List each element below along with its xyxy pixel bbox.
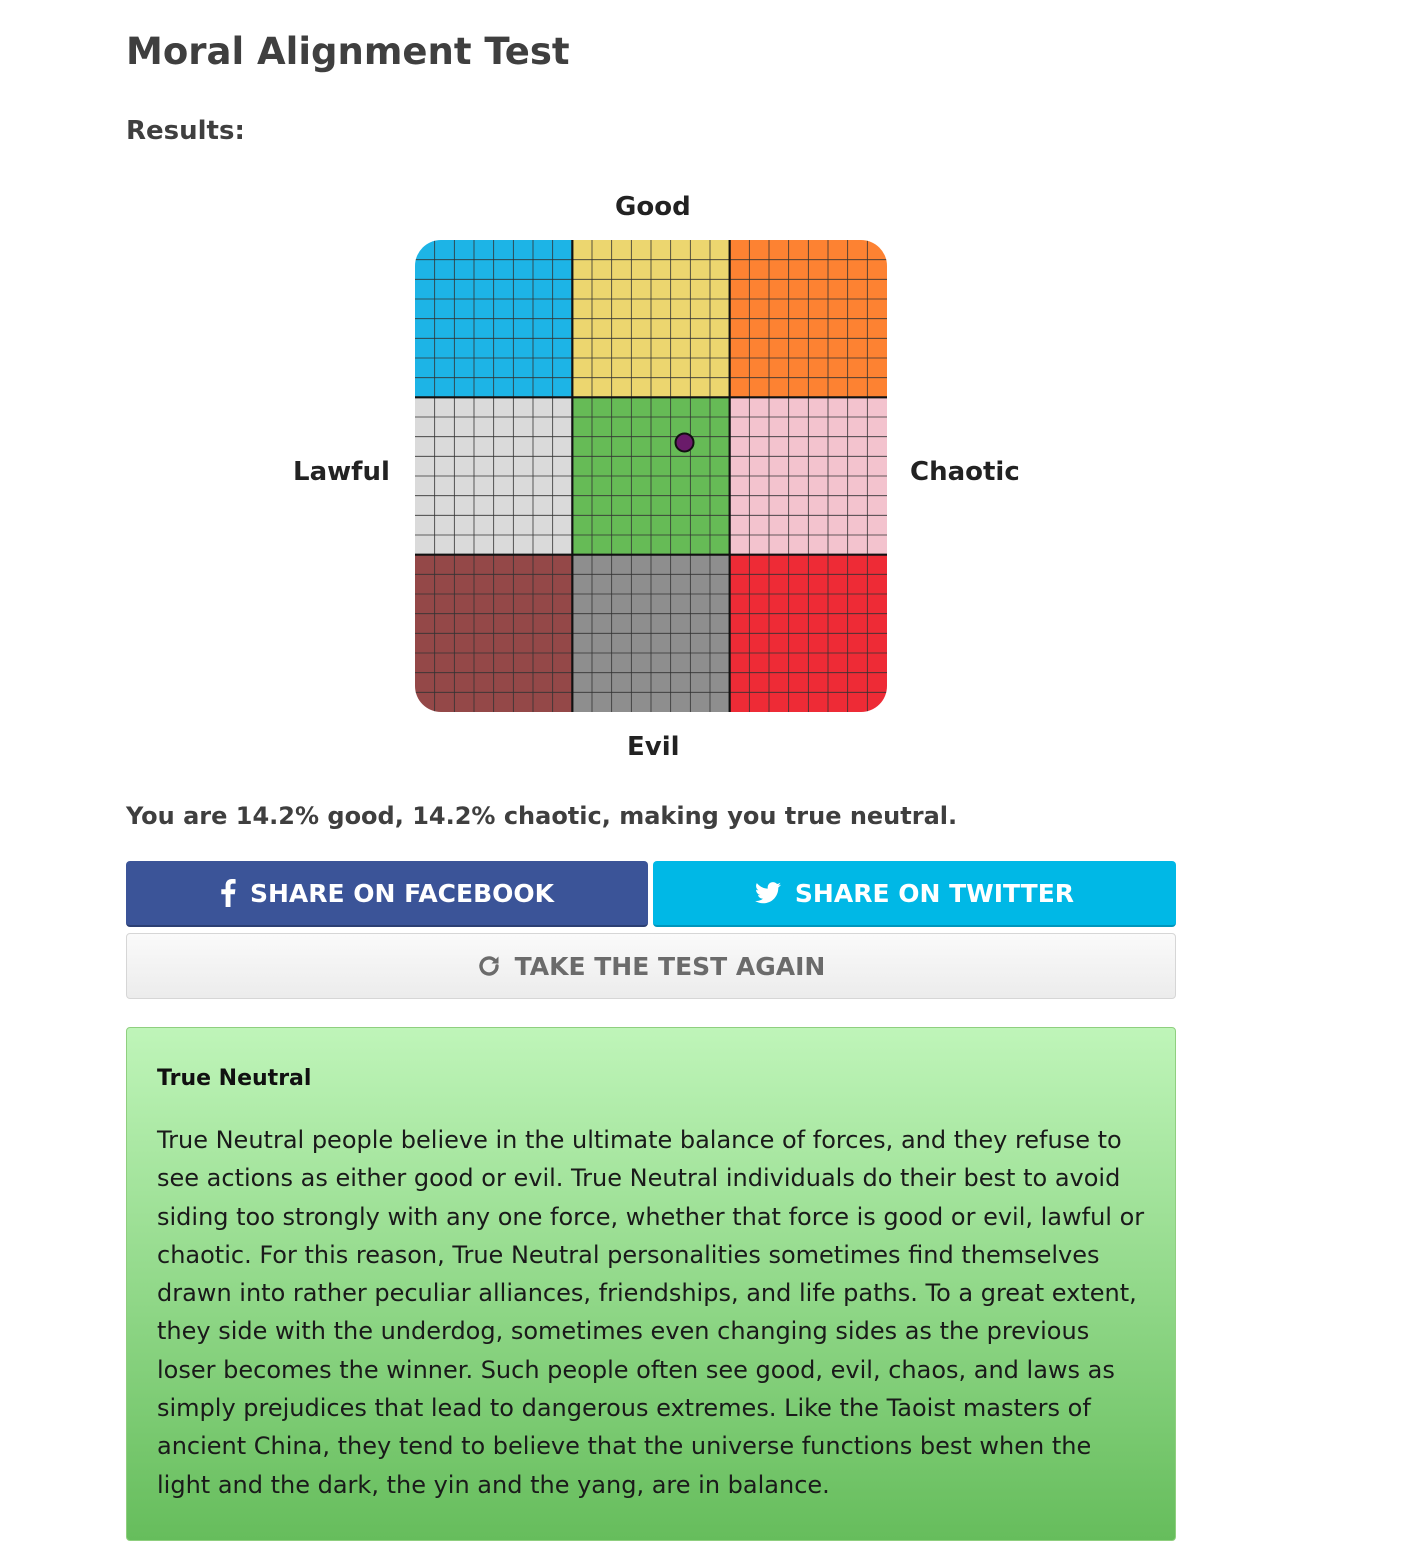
refresh-icon — [477, 954, 501, 978]
alignment-marker — [676, 433, 694, 451]
result-summary: You are 14.2% good, 14.2% chaotic, making you true neutral. — [126, 802, 958, 830]
share-facebook-button[interactable] — [126, 861, 648, 927]
result-description: True Neutral people believe in the ultimate balance of forces, and they refuse to see actions as either good or evil. True Neutral individuals do their best to avoid siding too strongly with any one force, whether that force is good or evil, lawful or chaotic. For this reason, True Neutral personalities sometimes find themselves drawn into rather peculiar alliances, friendships, and life paths. To a great extent, they side with the underdog, sometimes even changing sides as the previous loser becomes the winner. Such people often see good, evil, chaos, and laws as simply prejudices that lead to dangerous extremes. Like the Taoist masters of ancient China, they tend to believe that the universe functions best when the light and the dark, the yin and the yang, are in balance. — [157, 1126, 1145, 1499]
axis-label-chaotic: Chaotic — [910, 457, 1020, 487]
results-label: Results: — [126, 116, 245, 146]
facebook-icon — [220, 879, 236, 907]
alignment-chart — [415, 240, 887, 712]
share-twitter-button[interactable] — [653, 861, 1176, 927]
share-twitter-label: SHARE ON TWITTER — [794, 878, 1075, 908]
take-test-again-button[interactable] — [126, 933, 1176, 999]
take-test-again-label: TAKE THE TEST AGAIN — [514, 951, 826, 981]
twitter-icon — [755, 882, 781, 904]
axis-label-evil: Evil — [627, 732, 680, 762]
share-facebook-label: SHARE ON FACEBOOK — [249, 878, 555, 908]
axis-label-good: Good — [615, 192, 691, 222]
result-description-box — [126, 1027, 1176, 1541]
page-title: Moral Alignment Test — [126, 30, 570, 73]
result-title: True Neutral — [157, 1066, 312, 1091]
axis-label-lawful: Lawful — [293, 457, 390, 487]
alignment-grid — [415, 240, 887, 712]
